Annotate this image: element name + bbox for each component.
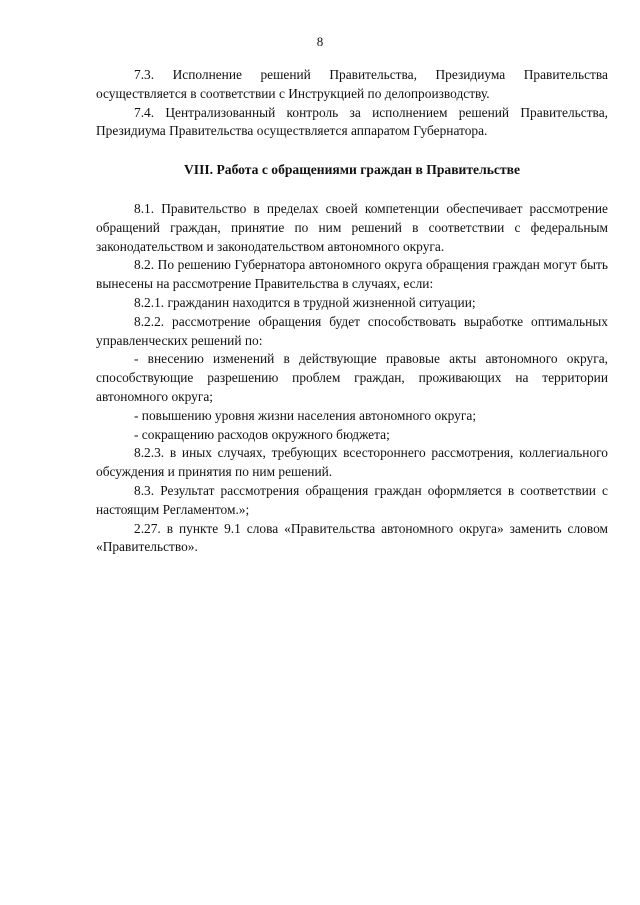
paragraph-8-2-2: 8.2.2. рассмотрение обращения будет способствовать выработке оптимальных управленческих решений по: xyxy=(96,313,608,348)
section-heading: VIII. Работа с обращениями граждан в Правительстве xyxy=(183,162,520,178)
list-item: - сокращению расходов окружного бюджета; xyxy=(134,426,390,442)
paragraph-8-2: 8.2. По решению Губернатора автономного округа обращения граждан могут быть вынесены на рассмотрение Правительства в случаях, если: xyxy=(96,257,608,292)
paragraph-8-2-3: 8.2.3. в иных случаях, требующих всестороннего рассмотрения, коллегиального обсуждения и принятия по ним решений. xyxy=(96,445,608,480)
list-item: - внесению изменений в действующие правовые акты автономного округа, способствующие разрешению проблем граждан, проживающих на территории автономного округа; xyxy=(96,351,608,404)
paragraph-2-27: 2.27. в пункте 9.1 слова «Правительства автономного округа» заменить словом «Правительство». xyxy=(96,520,608,555)
page-number: 8 xyxy=(316,34,324,49)
paragraph-8-1: 8.1. Правительство в пределах своей компетенции обеспечивает рассмотрение обращений граждан, принятие по ним решений в соответствии с федеральным законодательством и законодательством автономного округа. xyxy=(96,200,608,254)
list-item: - повышению уровня жизни населения автономного округа; xyxy=(134,407,477,423)
paragraph-8-2-1: 8.2.1. гражданин находится в трудной жизненной ситуации; xyxy=(134,294,476,310)
paragraph-7-4: 7.4. Централизованный контроль за исполнением решений Правительства, Президиума Правительства осуществляется аппаратом Губернатора. xyxy=(96,104,608,139)
paragraph-8-3: 8.3. Результат рассмотрения обращения граждан оформляется в соответствии с настоящим Регламентом.»; xyxy=(96,482,608,517)
document-body xyxy=(96,66,608,557)
paragraph-7-3: 7.3. Исполнение решений Правительства, Президиума Правительства осуществляется в соответствии с Инструкцией по делопроизводству. xyxy=(96,67,608,101)
